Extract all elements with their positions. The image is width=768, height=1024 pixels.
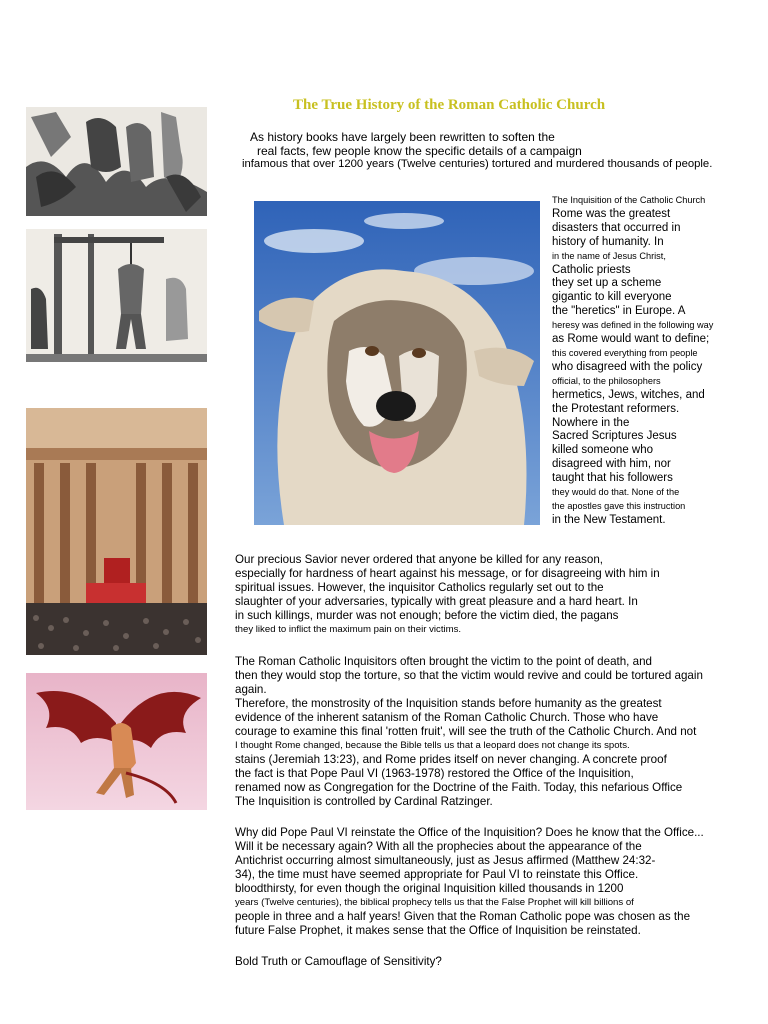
closing-line: Bold Truth or Camouflage of Sensitivity?: [235, 955, 442, 968]
text-line: spiritual issues. However, the inquisitor Catholics regularly set out to the: [235, 581, 604, 594]
intro-line: infamous that over 1200 years (Twelve centuries) tortured and murdered thousands of people.: [242, 158, 713, 170]
text-line: official, to the philosophers: [552, 375, 661, 386]
text-line: evidence of the inherent satanism of the Roman Catholic Church. Those who have: [235, 711, 659, 724]
text-line: especially for hardness of heart against his message, or for disagreeing with him in: [235, 567, 660, 580]
text-line: Antichrist occurring almost simultaneously, just as Jesus affirmed (Matthew 24:32-: [235, 854, 656, 867]
side-column-text: [552, 194, 752, 528]
torture-engraving-image: [26, 229, 207, 362]
text-line: 34), the time must have seemed appropriate for Paul VI to reinstate this Office.: [235, 868, 639, 881]
text-line: The Inquisition of the Catholic Church: [552, 195, 706, 205]
text-line: slaughter of your adversaries, typically with great pleasure and a hard heart. In: [235, 595, 638, 608]
text-line: in the New Testament.: [552, 513, 666, 526]
intro-line: As history books have largely been rewritten to soften the: [250, 130, 555, 144]
paragraph-savior: [235, 553, 745, 637]
text-line: disagreed with him, nor: [552, 458, 671, 471]
intro-paragraph: [242, 131, 712, 172]
winged-demon-image: [26, 673, 207, 810]
text-line: taught that his followers: [552, 472, 673, 485]
text-line: Nowhere in the: [552, 416, 630, 429]
text-line: then they would stop the torture, so that the victim would revive and could be tortured again: [235, 669, 703, 682]
text-line: I thought Rome changed, because the Bible tells us that a leopard does not change its spots.: [235, 740, 630, 751]
text-line: The Inquisition is controlled by Cardinal Ratzinger.: [235, 795, 493, 808]
text-line: Our precious Savior never ordered that anyone be killed for any reason,: [235, 553, 603, 566]
text-line: Catholic priests: [552, 263, 631, 276]
text-line: stains (Jeremiah 13:23), and Rome prides itself on never changing. A concrete proof: [235, 753, 667, 766]
text-line: future False Prophet, it makes sense that the Office of Inquisition be reinstated.: [235, 924, 641, 937]
text-line: the "heretics" in Europe. A: [552, 305, 686, 318]
st-peters-basilica-image: [26, 408, 207, 655]
text-line: renamed now as Congregation for the Doctrine of the Faith. Today, this nefarious Office: [235, 781, 683, 794]
text-line: bloodthirsty, for even though the original Inquisition killed thousands in 1200: [235, 882, 624, 895]
text-line: who disagreed with the policy: [552, 360, 703, 373]
text-line: again.: [235, 683, 267, 696]
burning-engraving-image: [26, 107, 207, 216]
text-line: The Roman Catholic Inquisitors often brought the victim to the point of death, and: [235, 655, 652, 668]
text-line: they set up a scheme: [552, 277, 662, 290]
text-line: disasters that occurred in: [552, 221, 681, 234]
text-line: history of humanity. In: [552, 235, 664, 248]
text-line: killed someone who: [552, 444, 654, 457]
text-line: people in three and a half years! Given that the Roman Catholic pope was chosen as the: [235, 910, 691, 923]
text-line: hermetics, Jews, witches, and: [552, 388, 705, 401]
text-line: as Rome would want to define;: [552, 333, 710, 346]
page-title: The True History of the Roman Catholic Church: [293, 97, 606, 113]
text-line: Therefore, the monstrosity of the Inquisition stands before humanity as the greatest: [235, 697, 662, 710]
text-line: Will it be necessary again? With all the prophecies about the appearance of the: [235, 840, 642, 853]
text-line: Sacred Scriptures Jesus: [552, 430, 677, 443]
paragraph-inquisitors: [235, 655, 745, 809]
text-line: gigantic to kill everyone: [552, 291, 672, 304]
paragraph-pope-paul: [235, 826, 745, 938]
text-line: the Protestant reformers.: [552, 402, 680, 415]
text-line: Why did Pope Paul VI reinstate the Office of the Inquisition? Does he know that the Office...: [235, 826, 704, 839]
text-line: Rome was the greatest: [552, 207, 671, 220]
wolf-in-sheeps-clothing-image: [254, 201, 540, 525]
text-line: they would do that. None of the: [552, 487, 680, 498]
text-line: the fact is that Pope Paul VI (1963-1978) restored the Office of the Inquisition,: [235, 767, 634, 780]
text-line: they liked to inflict the maximum pain on their victims.: [235, 624, 462, 635]
text-line: courage to examine this final 'rotten fruit', will see the truth of the Catholic Church. And not: [235, 725, 697, 738]
text-line: years (Twelve centuries), the biblical prophecy tells us that the False Prophet will kill billions of: [235, 897, 634, 908]
text-line: heresy was defined in the following way: [552, 320, 714, 331]
text-line: in such killings, murder was not enough; before the victim died, the pagans: [235, 609, 619, 622]
text-line: this covered everything from people: [552, 347, 698, 358]
intro-line: real facts, few people know the specific details of a campaign: [257, 143, 582, 158]
text-line: in the name of Jesus Christ,: [552, 250, 666, 261]
text-line: the apostles gave this instruction: [552, 500, 686, 511]
